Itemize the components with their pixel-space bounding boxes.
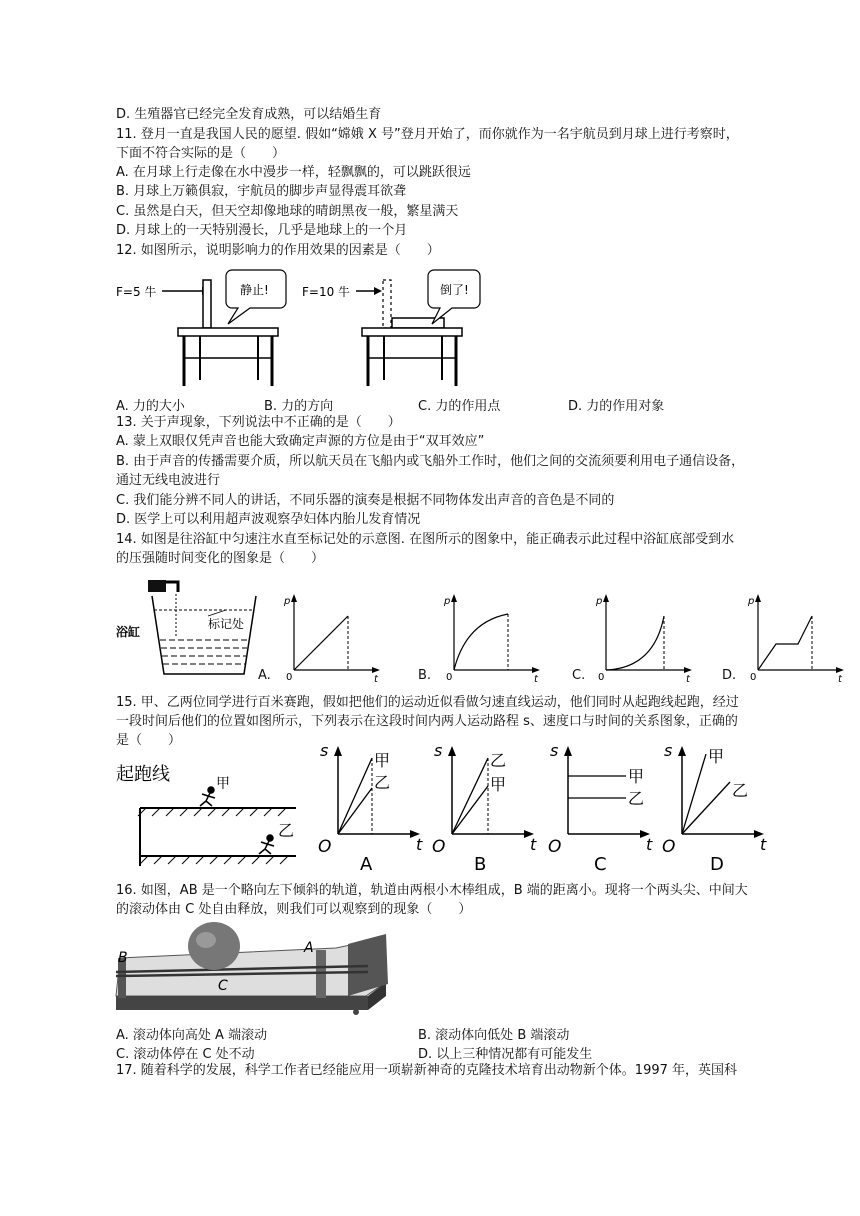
q16-label-a: A [304, 940, 314, 956]
svg-text:乙: 乙 [490, 751, 507, 770]
q14-tub-label: 浴缸 [116, 625, 141, 639]
svg-text:t: t [686, 674, 690, 685]
q11-option-b: B. 月球上万籁俱寂，宇航员的脚步声显得震耳欲聋 [116, 184, 407, 199]
svg-text:t: t [646, 835, 653, 854]
svg-text:t: t [838, 674, 842, 685]
q12-option-a: A. 力的大小 [116, 399, 185, 414]
q16-stem-line1: 16. 如图，AB 是一个略向左下倾斜的轨道，轨道由两根小木棒组成，B 端的距离小。现将一个两头尖、中间大 [116, 883, 748, 898]
q14-stem-line1: 14. 如图是往浴缸中匀速注水直至标记处的示意图. 在图所示的图象中，能正确表示此过程中浴缸底部受到水 [116, 532, 735, 547]
svg-text:t: t [374, 674, 378, 685]
svg-text:0: 0 [446, 672, 453, 683]
q15-stem-line2: 一段时间后他们的位置如图所示，下列表示在这段时间内两人运动路程 s、速度口与时间的关系图象，正确的 [116, 714, 738, 729]
svg-text:O: O [662, 837, 676, 857]
q16-option-d: D. 以上三种情况都有可能发生 [418, 1047, 593, 1062]
q15-stem-line3: 是（ ） [116, 733, 182, 748]
q11-option-a: A. 在月球上行走像在水中漫步一样，轻飘飘的，可以跳跃很远 [116, 165, 471, 180]
q17-stem: 17. 随着科学的发展，科学工作者已经能应用一项崭新神奇的克隆技术培育出动物新个体。1997 年，英国科 [116, 1063, 738, 1078]
q15-graph-b [430, 741, 540, 876]
q14-mark-label: 标记处 [208, 617, 245, 631]
q12-stem: 12. 如图所示，说明影响力的作用效果的因素是（ ） [116, 243, 440, 258]
q15-jia-label: 甲 [216, 776, 230, 792]
q14-graph-b [442, 592, 542, 685]
q11-option-c: C. 虽然是白天，但天空却像地球的晴朗黑夜一般，繁星满天 [116, 204, 459, 219]
q13-option-b-line1: B. 由于声音的传播需要介质，所以航天员在飞船内或飞船外工作时，他们之间的交流须要利用电子通信设备， [116, 454, 745, 469]
svg-text:乙: 乙 [628, 789, 645, 808]
rolling-body-icon [188, 922, 240, 970]
q12-figure-table-fallen [300, 262, 490, 390]
faucet-icon [148, 580, 166, 592]
q13-stem: 13. 关于声现象，下列说法中不正确的是（ ） [116, 415, 401, 430]
q11-stem-line2: 下面不符合实际的是（ ） [116, 146, 286, 161]
q13-option-a: A. 蒙上双眼仅凭声音也能大致确定声源的方位是由于“双耳效应” [116, 434, 485, 449]
q10-option-d: D. 生殖器官已经完全发育成熟，可以结婚生育 [116, 107, 382, 122]
q14-bathtub-figure [116, 572, 266, 682]
svg-text:t: t [416, 835, 423, 854]
svg-text:0: 0 [750, 672, 757, 683]
q16-stem-line2: 的滚动体由 C 处自由释放，则我们可以观察到的现象（ ） [116, 902, 472, 917]
q14-stem-line2: 的压强随时间变化的图象是（ ） [116, 551, 325, 566]
q14-graph-c [594, 592, 694, 685]
q13-option-b-line2: 通过无线电波进行 [116, 473, 221, 488]
svg-text:s: s [434, 741, 443, 760]
svg-text:s: s [320, 741, 329, 760]
svg-text:甲: 甲 [628, 767, 645, 786]
q15-graph-c-label: C [594, 854, 607, 875]
q15-graph-d [660, 741, 770, 876]
q15-start-label: 起跑线 [116, 764, 170, 785]
svg-text:0: 0 [598, 672, 605, 683]
q12-force-label-1: F=5 牛 [116, 285, 157, 299]
svg-text:t: t [530, 835, 537, 854]
q16-option-b: B. 滚动体向低处 B 端滚动 [418, 1028, 570, 1043]
svg-text:p: p [596, 596, 603, 607]
q12-option-d: D. 力的作用对象 [568, 399, 665, 414]
svg-text:s: s [664, 741, 673, 760]
svg-text:t: t [760, 835, 767, 854]
q15-yi-label: 乙 [278, 821, 295, 840]
q12-option-c: C. 力的作用点 [418, 399, 501, 414]
q16-option-a: A. 滚动体向高处 A 端滚动 [116, 1028, 268, 1043]
q15-stem-line1: 15. 甲、乙两位同学进行百米赛跑，假如把他们的运动近似看做匀速直线运动，他们同时从起跑线起跑，经过 [116, 695, 739, 710]
svg-text:p: p [284, 596, 291, 607]
q16-track-figure [116, 916, 396, 1016]
q15-graph-a-label: A [360, 854, 373, 875]
q15-track-figure [116, 756, 306, 868]
q12-bubble-1: 静止! [240, 283, 269, 297]
svg-text:甲: 甲 [374, 751, 391, 770]
q15-graph-d-label: D [710, 854, 724, 875]
q12-bubble-2: 倒了! [440, 283, 469, 297]
q13-option-d: D. 医学上可以利用超声波观察孕妇体内胎儿发育情况 [116, 512, 421, 527]
q12-force-label-2: F=10 牛 [302, 285, 351, 299]
runner-jia-icon [200, 787, 215, 806]
svg-text:s: s [550, 741, 559, 760]
q12-figure-table-static [116, 262, 286, 390]
svg-text:甲: 甲 [490, 775, 507, 794]
svg-text:p: p [748, 596, 755, 607]
q11-option-d: D. 月球上的一天特别漫长，几乎是地球上的一个月 [116, 223, 408, 238]
svg-text:O: O [318, 837, 332, 857]
q15-graph-b-label: B [474, 854, 487, 875]
q16-option-c: C. 滚动体停在 C 处不动 [116, 1047, 255, 1062]
q14-option-b: B. [418, 668, 432, 683]
q11-stem-line1: 11. 登月一直是我国人民的愿望. 假如“嫦娥 X 号”登月开始了，而你就作为一名宇航员到月球上进行考察时， [116, 127, 739, 142]
svg-text:甲: 甲 [708, 747, 725, 766]
q16-label-b: B [118, 950, 128, 966]
q15-graph-a [316, 741, 426, 876]
q12-option-b: B. 力的方向 [264, 399, 334, 414]
svg-text:乙: 乙 [374, 773, 391, 792]
q16-label-c: C [218, 978, 228, 994]
svg-text:0: 0 [286, 672, 293, 683]
svg-text:乙: 乙 [732, 781, 749, 800]
q14-option-a: A. [258, 668, 271, 683]
svg-text:O: O [548, 837, 562, 857]
q14-graph-d [746, 592, 846, 685]
q14-graph-a [282, 592, 382, 685]
q14-option-c: C. [572, 668, 586, 683]
svg-text:p: p [444, 596, 451, 607]
svg-text:O: O [432, 837, 446, 857]
svg-text:t: t [534, 674, 538, 685]
runner-yi-icon [259, 835, 274, 854]
q13-option-c: C. 我们能分辨不同人的讲话，不同乐器的演奏是根据不同物体发出声音的音色是不同的 [116, 493, 615, 508]
q15-graph-c [546, 741, 656, 876]
q14-option-d: D. [722, 668, 737, 683]
